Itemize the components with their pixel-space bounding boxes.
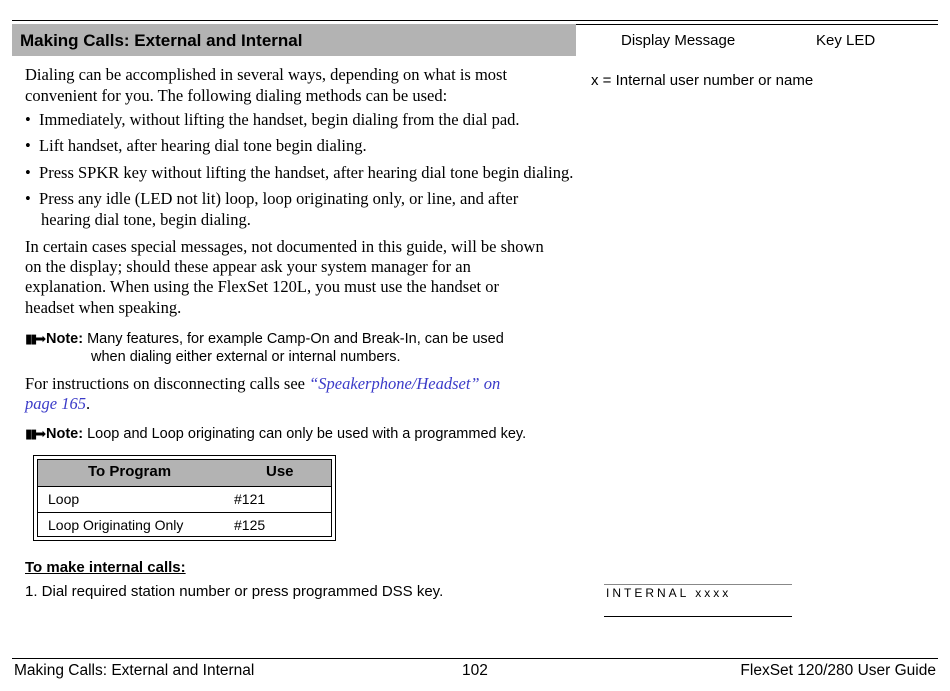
- period: .: [85, 394, 91, 413]
- para2-line-2: on the display; should these appear ask your system manager for an: [25, 257, 471, 276]
- para2-line-4: headset when speaking.: [25, 298, 182, 317]
- note-label: Note:: [46, 331, 84, 347]
- bullet-text: Immediately, without lifting the handset, begin dialing from the dial pad.: [39, 110, 520, 129]
- table-row: [38, 487, 331, 513]
- program-table-header: [38, 460, 331, 487]
- para2-line-3: explanation. When using the FlexSet 120L, you must use the handset or: [25, 277, 499, 296]
- table-cell: #125: [234, 517, 266, 533]
- bullet-continuation: hearing dial tone, begin dialing.: [41, 210, 251, 229]
- bullet-text: Press SPKR key without lifting the handset, after hearing dial tone begin dialing.: [39, 163, 574, 182]
- bullet-item: • Press any idle (LED not lit) loop, loop originating only, or line, and after: [25, 189, 519, 208]
- disconnect-line-2: [25, 394, 90, 415]
- table-cell: Loop Originating Only: [48, 517, 184, 533]
- intro-line-1: Dialing can be accomplished in several ways, depending on what is most: [25, 65, 508, 84]
- bullet-text: Lift handset, after hearing dial tone begin dialing.: [39, 136, 367, 155]
- note-arrow-icon: ▮▮➡: [25, 426, 45, 441]
- speakerphone-headset-link[interactable]: “Speakerphone/Headset” on: [309, 374, 501, 393]
- disconnect-line-1: [25, 374, 500, 395]
- column-header-key-led: Key LED: [816, 32, 876, 49]
- note-label: Note:: [46, 426, 84, 442]
- program-table-inner: [37, 459, 332, 537]
- page-165-link[interactable]: page 165: [25, 394, 86, 413]
- note-1-line-2: when dialing either external or internal numbers.: [91, 349, 401, 365]
- bullet-text: Press any idle (LED not lit) loop, loop originating only, or line, and after: [39, 189, 519, 208]
- display-box-bottom-rule: [604, 616, 792, 617]
- program-table: [33, 455, 336, 541]
- note-1: [25, 329, 504, 349]
- table-cell: #121: [234, 491, 266, 507]
- internal-calls-heading: To make internal calls:: [25, 559, 186, 576]
- internal-step-1: 1. Dial required station number or press programmed DSS key.: [25, 583, 444, 600]
- footer-rule: [12, 658, 938, 659]
- display-box-top-rule: [604, 584, 792, 585]
- bullet-item: • Press SPKR key without lifting the handset, after hearing dial tone begin dialing.: [25, 163, 574, 182]
- note-arrow-icon: ▮▮➡: [25, 331, 45, 346]
- disconnect-text: For instructions on disconnecting calls see: [25, 374, 310, 393]
- note-2: [25, 424, 526, 444]
- page-number: 102: [462, 662, 488, 679]
- footer-guide-title: FlexSet 120/280 User Guide: [740, 662, 936, 679]
- header-to-program: To Program: [88, 463, 172, 480]
- top-rule: [12, 20, 938, 21]
- note-text: Loop and Loop originating can only be used with a programmed key.: [87, 426, 527, 442]
- note-text: Many features, for example Camp-On and Break-In, can be used: [87, 331, 504, 347]
- display-message: INTERNAL xxxx: [606, 586, 732, 600]
- page-title: Making Calls: External and Internal: [20, 31, 303, 50]
- table-row: [38, 513, 331, 538]
- para2-line-1: In certain cases special messages, not documented in this guide, will be shown: [25, 237, 544, 256]
- column-header-display-message: Display Message: [621, 32, 736, 49]
- table-cell: Loop: [48, 491, 80, 507]
- intro-line-2: convenient for you. The following dialing methods can be used:: [25, 86, 448, 105]
- bullet-item: • Lift handset, after hearing dial tone begin dialing.: [25, 136, 367, 155]
- footer-section-title: Making Calls: External and Internal: [14, 662, 255, 679]
- display-legend: x = Internal user number or name: [591, 72, 814, 89]
- bullet-item: • Immediately, without lifting the handset, begin dialing from the dial pad.: [25, 110, 520, 129]
- header-use: Use: [266, 463, 294, 480]
